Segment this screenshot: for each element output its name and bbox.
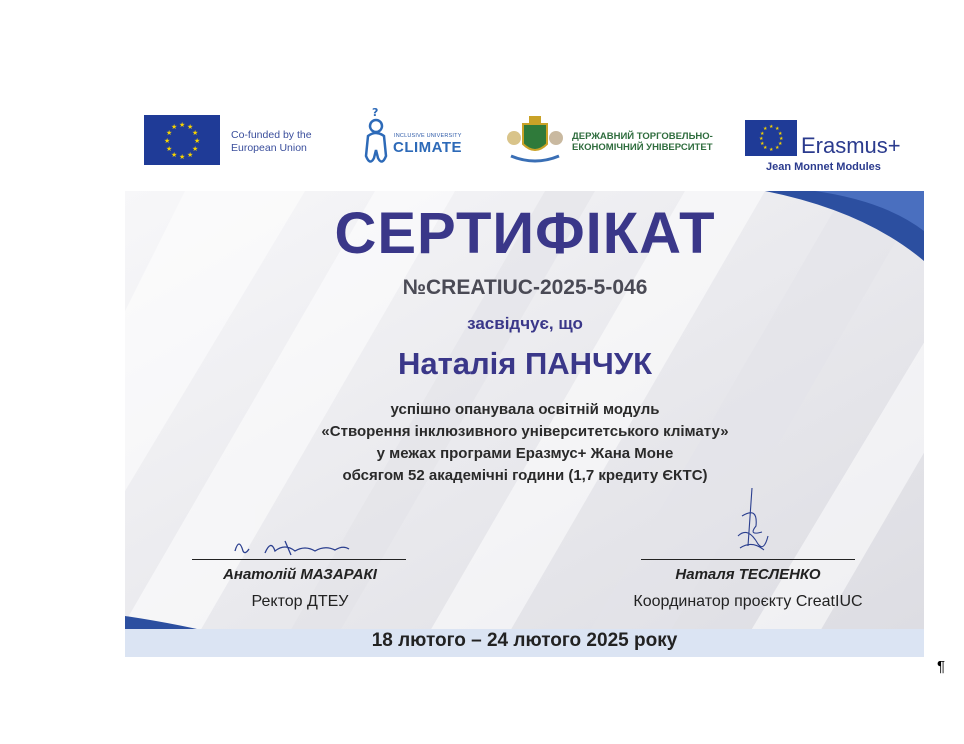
eu-flag-icon (144, 115, 220, 165)
body-line-3: у межах програми Еразмус+ Жана Моне (376, 445, 674, 462)
signer-left-name: Анатолій МАЗАРАКІ (223, 566, 377, 583)
svg-text:★: ★ (760, 131, 765, 137)
svg-text:★: ★ (166, 129, 173, 137)
svg-text:★: ★ (769, 147, 774, 153)
svg-text:★: ★ (187, 151, 194, 159)
svg-text:★: ★ (164, 137, 171, 145)
eu-cofunded-text: Co-funded by the European Union (231, 129, 312, 154)
svg-text:★: ★ (179, 121, 186, 129)
jean-monnet-text: Jean Monnet Modules (766, 161, 881, 173)
erasmus-logo-text: Erasmus+ (801, 133, 901, 158)
university-crest-icon (505, 110, 565, 168)
certifies-text: засвідчує, що (467, 314, 583, 333)
svg-text:★: ★ (775, 126, 780, 132)
svg-text:★: ★ (763, 145, 768, 151)
svg-text:★: ★ (194, 137, 201, 145)
svg-text:★: ★ (171, 123, 178, 131)
body-line-1: успішно опанувала освітній модуль (390, 401, 660, 418)
climate-logo-small-text: INCLUSIVE UNIVERSITY (394, 133, 462, 139)
svg-text:?: ? (372, 106, 379, 119)
signer-right-role: Координатор проєкту CreatIUC (633, 593, 863, 610)
svg-text:★: ★ (775, 145, 780, 151)
signature-line-left (192, 559, 406, 560)
svg-text:★: ★ (179, 153, 186, 161)
svg-text:★: ★ (778, 141, 783, 147)
svg-text:★: ★ (192, 129, 199, 137)
body-line-2: «Створення інклюзивного університетського клімату» (321, 423, 729, 440)
body-line-4: обсягом 52 академічні години (1,7 кредиту ЄКТС) (342, 467, 708, 484)
svg-text:★: ★ (759, 136, 764, 142)
svg-text:★: ★ (760, 141, 765, 147)
svg-text:★: ★ (779, 136, 784, 142)
paragraph-mark: ¶ (937, 658, 946, 675)
svg-text:★: ★ (769, 124, 774, 130)
certificate-title: СЕРТИФІКАТ (334, 201, 716, 266)
signer-left-role: Ректор ДТЕУ (251, 593, 349, 610)
climate-logo-text: CLIMATE (393, 139, 463, 156)
svg-text:★: ★ (763, 126, 768, 132)
certificate-number: №CREATIUC-2025-5-046 (402, 276, 648, 299)
signer-right-name: Наталя ТЕСЛЕНКО (675, 566, 821, 583)
svg-text:★: ★ (166, 145, 173, 153)
signature-right-image (728, 486, 778, 560)
program-dates: 18 лютого – 24 лютого 2025 року (371, 630, 678, 651)
svg-text:★: ★ (187, 123, 194, 131)
signature-left-image (225, 533, 375, 561)
svg-text:★: ★ (192, 145, 199, 153)
signature-line-right (641, 559, 855, 560)
university-name-text: ДЕРЖАВНИЙ ТОРГОВЕЛЬНО- ЕКОНОМІЧНИЙ УНІВЕРСИТЕТ (572, 131, 713, 153)
svg-text:★: ★ (171, 151, 178, 159)
erasmus-eu-flag-icon (745, 120, 797, 156)
svg-text:★: ★ (778, 131, 783, 137)
recipient-name: Наталія ПАНЧУК (397, 346, 653, 381)
